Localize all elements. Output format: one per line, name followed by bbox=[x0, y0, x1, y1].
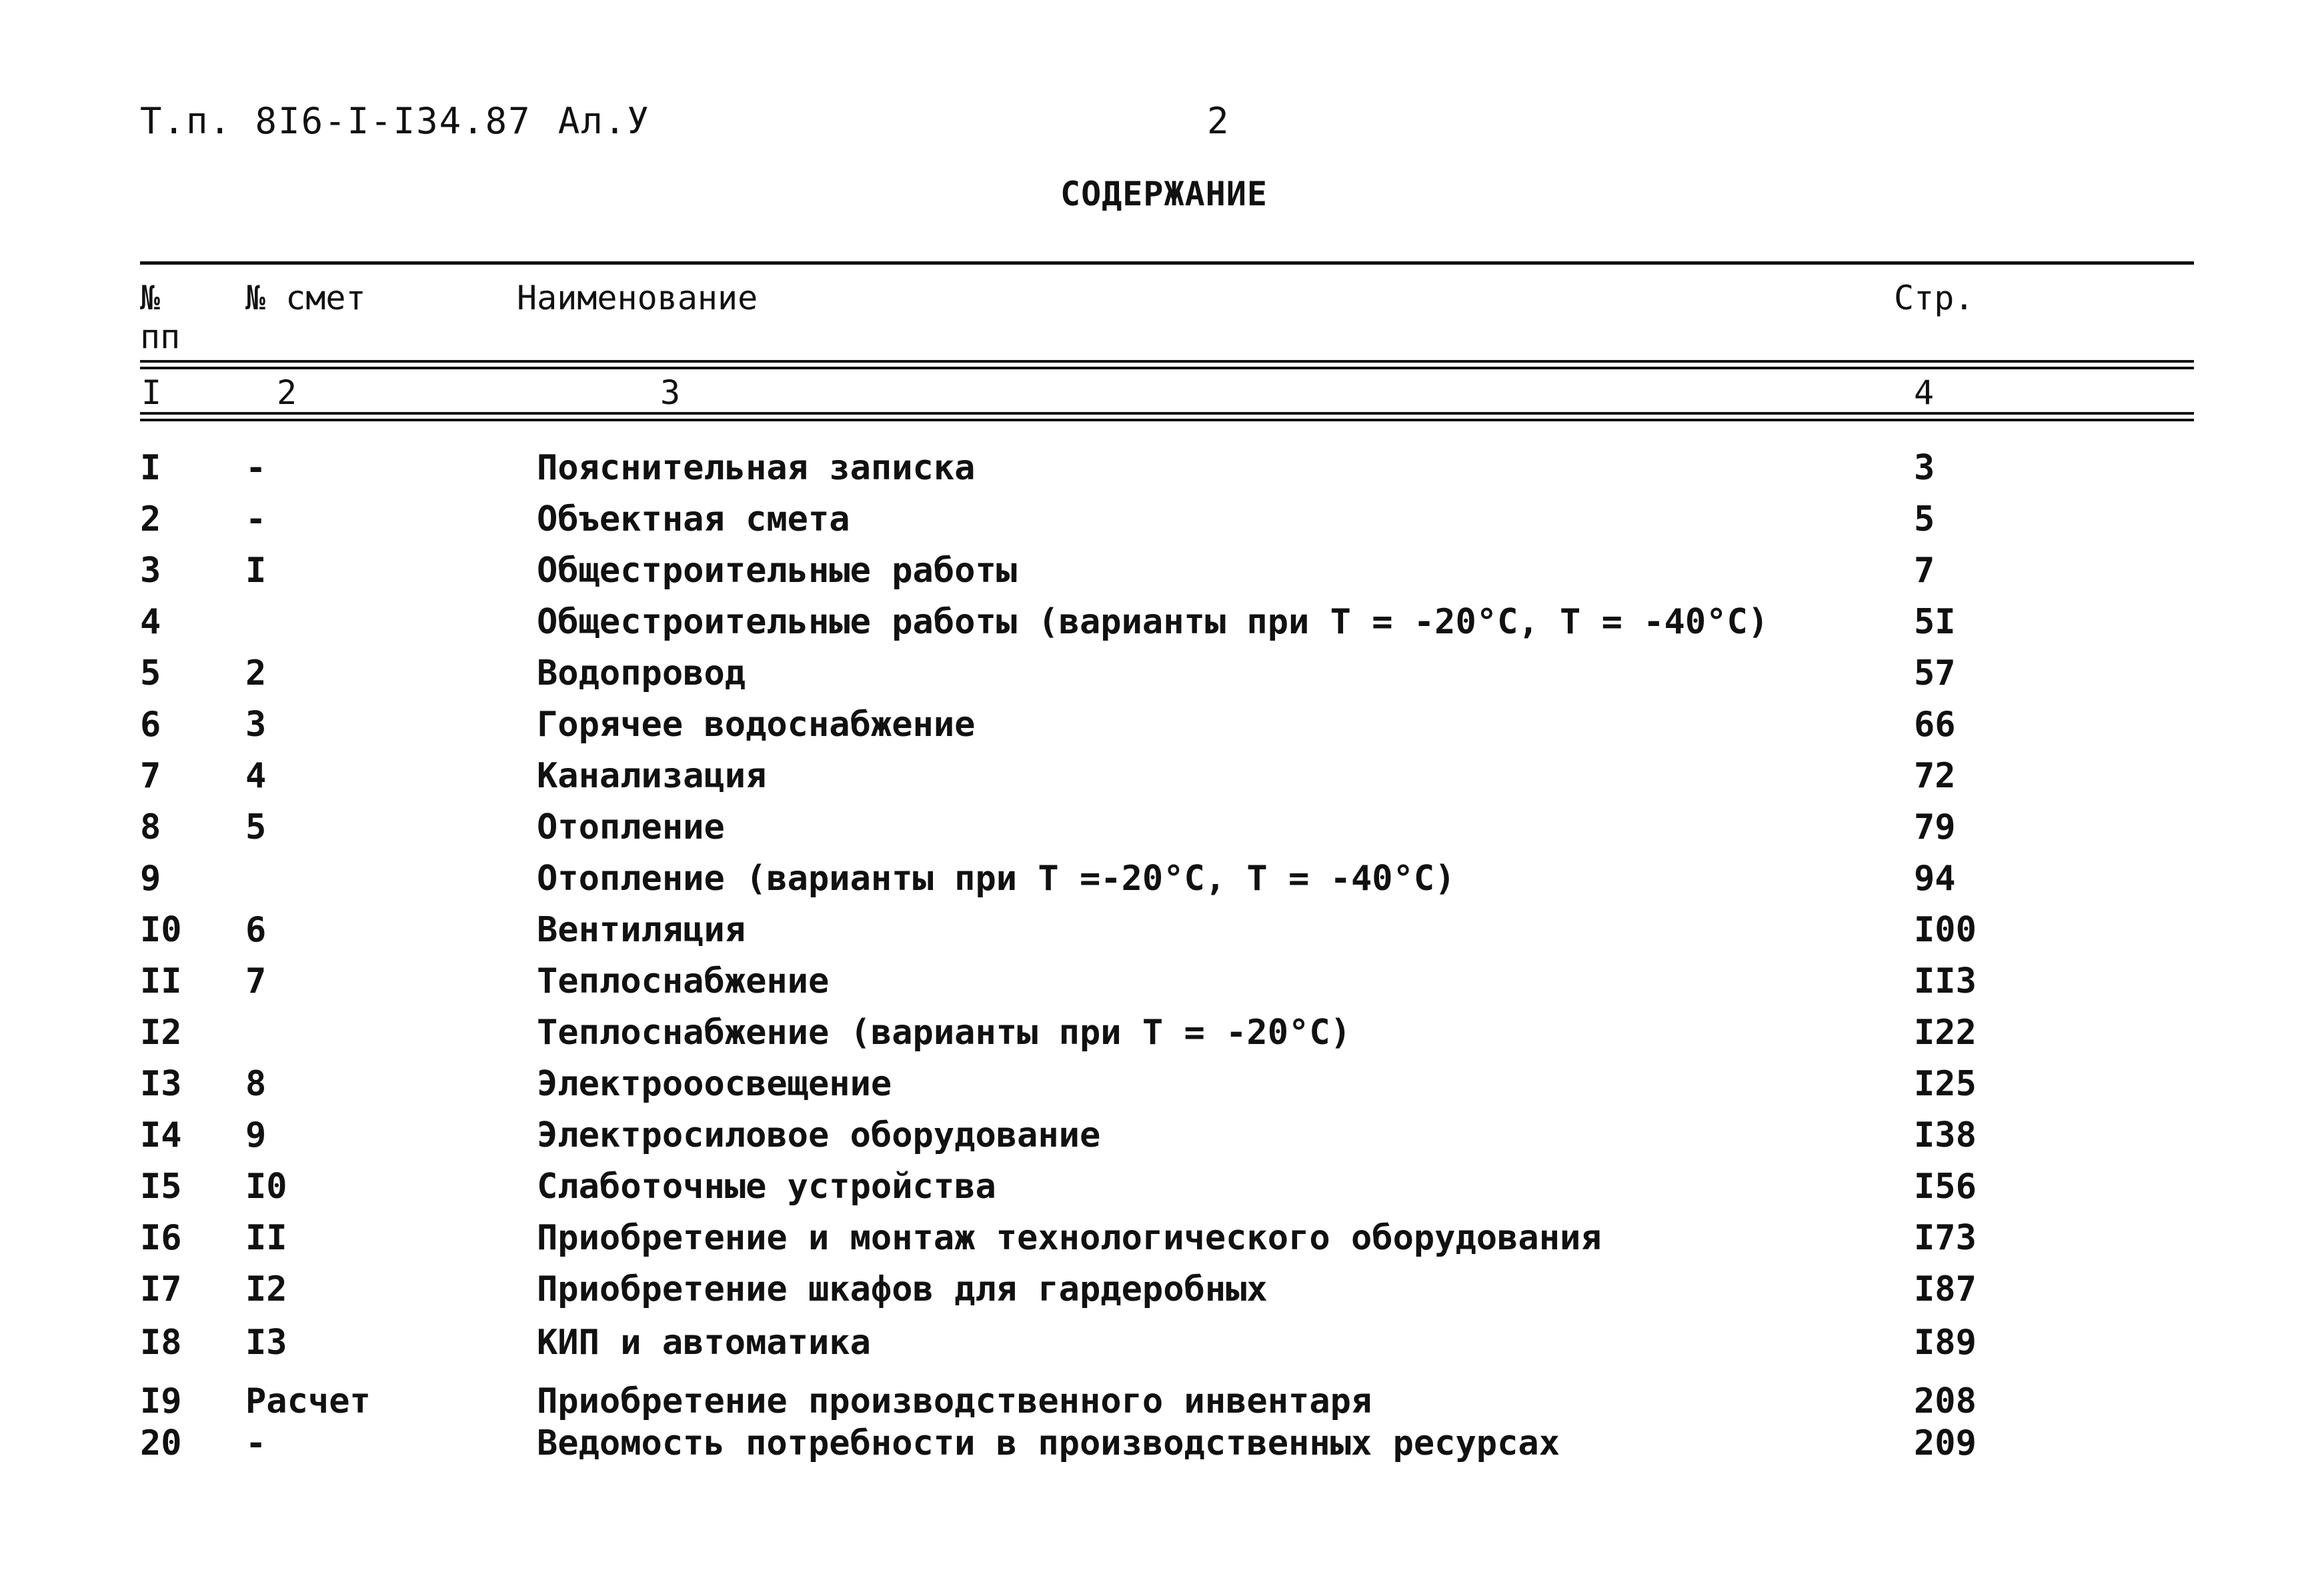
col-header-smeta: № смет bbox=[245, 279, 366, 317]
row-page: 7 bbox=[1914, 551, 1935, 591]
row-number: I0 bbox=[140, 910, 182, 950]
header-rule bbox=[140, 360, 2194, 369]
row-name: Приобретение производственного инвентаря bbox=[537, 1381, 1372, 1421]
row-number: 3 bbox=[140, 551, 161, 591]
row-page: I73 bbox=[1914, 1218, 1977, 1258]
row-name: Электросиловое оборудование bbox=[537, 1115, 1101, 1155]
row-number: 7 bbox=[140, 756, 161, 796]
row-number: 6 bbox=[140, 705, 161, 745]
table-top-rule bbox=[140, 261, 2194, 265]
row-smeta: Расчет bbox=[245, 1381, 371, 1421]
row-number: I6 bbox=[140, 1218, 182, 1258]
row-name: Объектная смета bbox=[537, 499, 850, 539]
row-smeta: 8 bbox=[245, 1064, 267, 1104]
row-page: 5I bbox=[1914, 602, 1956, 642]
row-smeta: 6 bbox=[245, 910, 267, 950]
row-number: I4 bbox=[140, 1115, 182, 1155]
row-smeta: 7 bbox=[245, 961, 267, 1001]
row-name: Ведомость потребности в производственных ресурсах bbox=[537, 1423, 1560, 1463]
row-page: I22 bbox=[1914, 1013, 1977, 1053]
row-smeta: 5 bbox=[245, 807, 267, 847]
row-page: 72 bbox=[1914, 756, 1956, 796]
row-smeta: - bbox=[245, 448, 267, 488]
row-name: Отопление bbox=[537, 807, 725, 847]
row-name: Отопление (варианты при Т =-20°С, Т = -40°С) bbox=[537, 859, 1456, 899]
page-title: СОДЕРЖАНИЕ bbox=[1060, 175, 1268, 213]
col-number-4: 4 bbox=[1914, 373, 1935, 412]
row-number: 20 bbox=[140, 1423, 182, 1463]
column-numbers-rule bbox=[140, 412, 2194, 421]
col-header-number: № пп bbox=[140, 279, 181, 356]
row-number: I5 bbox=[140, 1167, 182, 1207]
row-smeta: II bbox=[245, 1218, 287, 1258]
col-number-1: I bbox=[141, 373, 162, 412]
row-smeta: - bbox=[245, 1423, 267, 1463]
row-name: Электрооосвещение bbox=[537, 1064, 892, 1104]
row-name: Теплоснабжение bbox=[537, 961, 830, 1001]
row-page: 209 bbox=[1914, 1423, 1977, 1463]
row-smeta: I3 bbox=[245, 1323, 287, 1363]
row-number: I3 bbox=[140, 1064, 182, 1104]
col-number-2: 2 bbox=[277, 373, 297, 412]
row-smeta: 3 bbox=[245, 705, 267, 745]
row-smeta: 4 bbox=[245, 756, 267, 796]
row-page: II3 bbox=[1914, 961, 1977, 1001]
album-text: Ал.У bbox=[557, 100, 650, 142]
row-page: I56 bbox=[1914, 1167, 1977, 1207]
row-smeta: 2 bbox=[245, 653, 267, 693]
row-name: Пояснительная записка bbox=[537, 448, 976, 488]
row-name: Вентиляция bbox=[537, 910, 746, 950]
col-header-name: Наименование bbox=[517, 279, 758, 317]
row-page: 5 bbox=[1914, 499, 1935, 539]
doc-code-text: Т.п. 8I6-I-I34.87 bbox=[140, 100, 531, 142]
row-number: I7 bbox=[140, 1269, 182, 1309]
row-page: I87 bbox=[1914, 1269, 1977, 1309]
row-smeta: - bbox=[245, 499, 267, 539]
row-number: 2 bbox=[140, 499, 161, 539]
row-page: I00 bbox=[1914, 910, 1977, 950]
col-number-3: 3 bbox=[660, 373, 681, 412]
row-smeta: I0 bbox=[245, 1167, 287, 1207]
row-name: Слаботочные устройства bbox=[537, 1167, 996, 1207]
page-number: 2 bbox=[1207, 100, 1229, 142]
row-number: 9 bbox=[140, 859, 161, 899]
row-number: I2 bbox=[140, 1013, 182, 1053]
row-name: Приобретение шкафов для гардеробных bbox=[537, 1269, 1268, 1309]
row-name: Теплоснабжение (варианты при Т = -20°С) bbox=[537, 1013, 1351, 1053]
row-page: I25 bbox=[1914, 1064, 1977, 1104]
row-name: Водопровод bbox=[537, 653, 746, 693]
row-page: I89 bbox=[1914, 1323, 1977, 1363]
row-number: I8 bbox=[140, 1323, 182, 1363]
row-page: 66 bbox=[1914, 705, 1956, 745]
row-page: 57 bbox=[1914, 653, 1956, 693]
row-number: I9 bbox=[140, 1381, 182, 1421]
row-name: Канализация bbox=[537, 756, 767, 796]
row-number: I bbox=[140, 448, 161, 488]
col-header-page: Стр. bbox=[1894, 279, 1975, 317]
row-name: Общестроительные работы (варианты при Т = -20°С, Т = -40°С) bbox=[537, 602, 1769, 642]
row-name: Горячее водоснабжение bbox=[537, 705, 976, 745]
row-number: 8 bbox=[140, 807, 161, 847]
row-name: Приобретение и монтаж технологического оборудования bbox=[537, 1218, 1602, 1258]
row-smeta: I bbox=[245, 551, 267, 591]
document-code bbox=[140, 100, 677, 142]
row-name: КИП и автоматика bbox=[537, 1323, 871, 1363]
row-page: I38 bbox=[1914, 1115, 1977, 1155]
row-number: 4 bbox=[140, 602, 161, 642]
row-name: Общестроительные работы bbox=[537, 551, 1018, 591]
row-number: II bbox=[140, 961, 182, 1001]
row-smeta: I2 bbox=[245, 1269, 287, 1309]
row-smeta: 9 bbox=[245, 1115, 267, 1155]
row-page: 79 bbox=[1914, 807, 1956, 847]
row-page: 3 bbox=[1914, 448, 1935, 488]
row-number: 5 bbox=[140, 653, 161, 693]
row-page: 94 bbox=[1914, 859, 1956, 899]
row-page: 208 bbox=[1914, 1381, 1977, 1421]
